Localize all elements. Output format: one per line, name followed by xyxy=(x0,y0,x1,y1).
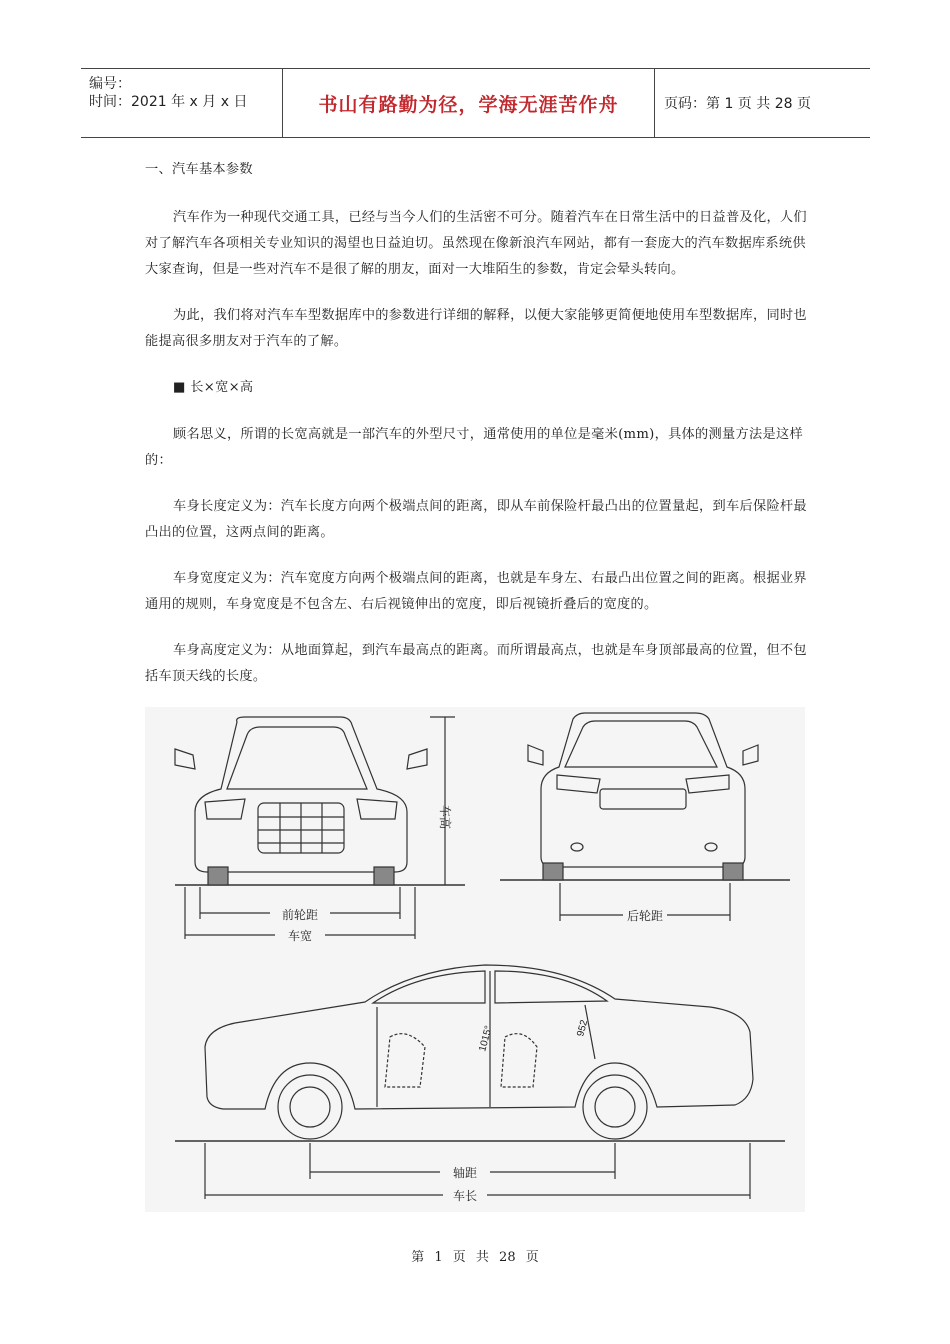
section-title-text: 一、汽车基本参数 xyxy=(145,162,253,177)
length-label: 车长 xyxy=(452,1189,478,1203)
subheading xyxy=(145,375,815,401)
rear-track-label: 后轮距 xyxy=(626,909,664,923)
paragraph: 车身高度定义为：从地面算起，到汽车最高点的距离。而所谓最高点，也就是车身顶部最高的位置，但不包括车顶天线的长度。 xyxy=(145,643,807,684)
paragraph: 车身长度定义为：汽车长度方向两个极端点间的距离，即从车前保险杆最凸出的位置量起，到车后保险杆最凸出的位置，这两点间的距离。 xyxy=(145,499,807,540)
paragraph-height xyxy=(145,638,815,690)
car-dimension-figure xyxy=(145,707,805,1212)
motto: 书山有路勤为径，学海无涯苦作舟 xyxy=(318,93,619,116)
paragraph: 汽车作为一种现代交通工具，已经与当今人们的生活密不可分。随着汽车在日常生活中的日益普及化，人们对了解汽车各项相关专业知识的渴望也日益迫切。虽然现在像新浪汽车网站，都有一套庞大的汽车数据库系统供大家查询，但是一些对汽车不是很了解的朋友，面对一大堆陌生的参数，肯定会晕头转向。 xyxy=(145,210,807,277)
figure-background xyxy=(145,707,805,1212)
document-date: 时间：2021 年 x 月 x 日 xyxy=(89,94,248,110)
intro-paragraph-2 xyxy=(145,303,815,355)
section-title xyxy=(145,157,815,183)
angle-rear-label: 952 xyxy=(575,1018,591,1038)
wheelbase-label: 轴距 xyxy=(452,1166,478,1180)
page-code: 页码：第 1 页 共 28 页 xyxy=(664,96,811,112)
angle-front-label: 1015° xyxy=(477,1024,495,1053)
paragraph-length xyxy=(145,494,815,546)
paragraph: 顾名思义，所谓的长宽高就是一部汽车的外型尺寸，通常使用的单位是毫米(mm)，具体的测量方法是这样的： xyxy=(145,427,803,468)
paragraph: 车身宽度定义为：汽车宽度方向两个极端点间的距离，也就是车身左、右最凸出位置之间的距离。根据业界通用的规则，车身宽度是不包含左、右后视镜伸出的宽度，即后视镜折叠后的宽度的。 xyxy=(145,571,807,612)
page-footer: 第 1 页 共 28 页 xyxy=(411,1250,539,1265)
paragraph-width xyxy=(145,566,815,618)
intro-paragraph-1 xyxy=(145,205,815,283)
document-number: 编号： xyxy=(89,76,131,92)
subheading-text: ■ 长×宽×高 xyxy=(173,380,254,395)
paragraph-definition-intro xyxy=(145,422,815,474)
paragraph: 为此，我们将对汽车车型数据库中的参数进行详细的解释，以便大家能够更简便地使用车型数据库，同时也能提高很多朋友对于汽车的了解。 xyxy=(145,308,807,349)
width-label: 车宽 xyxy=(287,929,313,943)
height-label: 车高 xyxy=(438,805,452,830)
front-track-label: 前轮距 xyxy=(281,908,319,922)
header-motto-cell xyxy=(283,69,655,137)
header-table xyxy=(81,68,870,138)
header-page-cell xyxy=(655,69,870,137)
header-meta-cell xyxy=(81,69,283,137)
